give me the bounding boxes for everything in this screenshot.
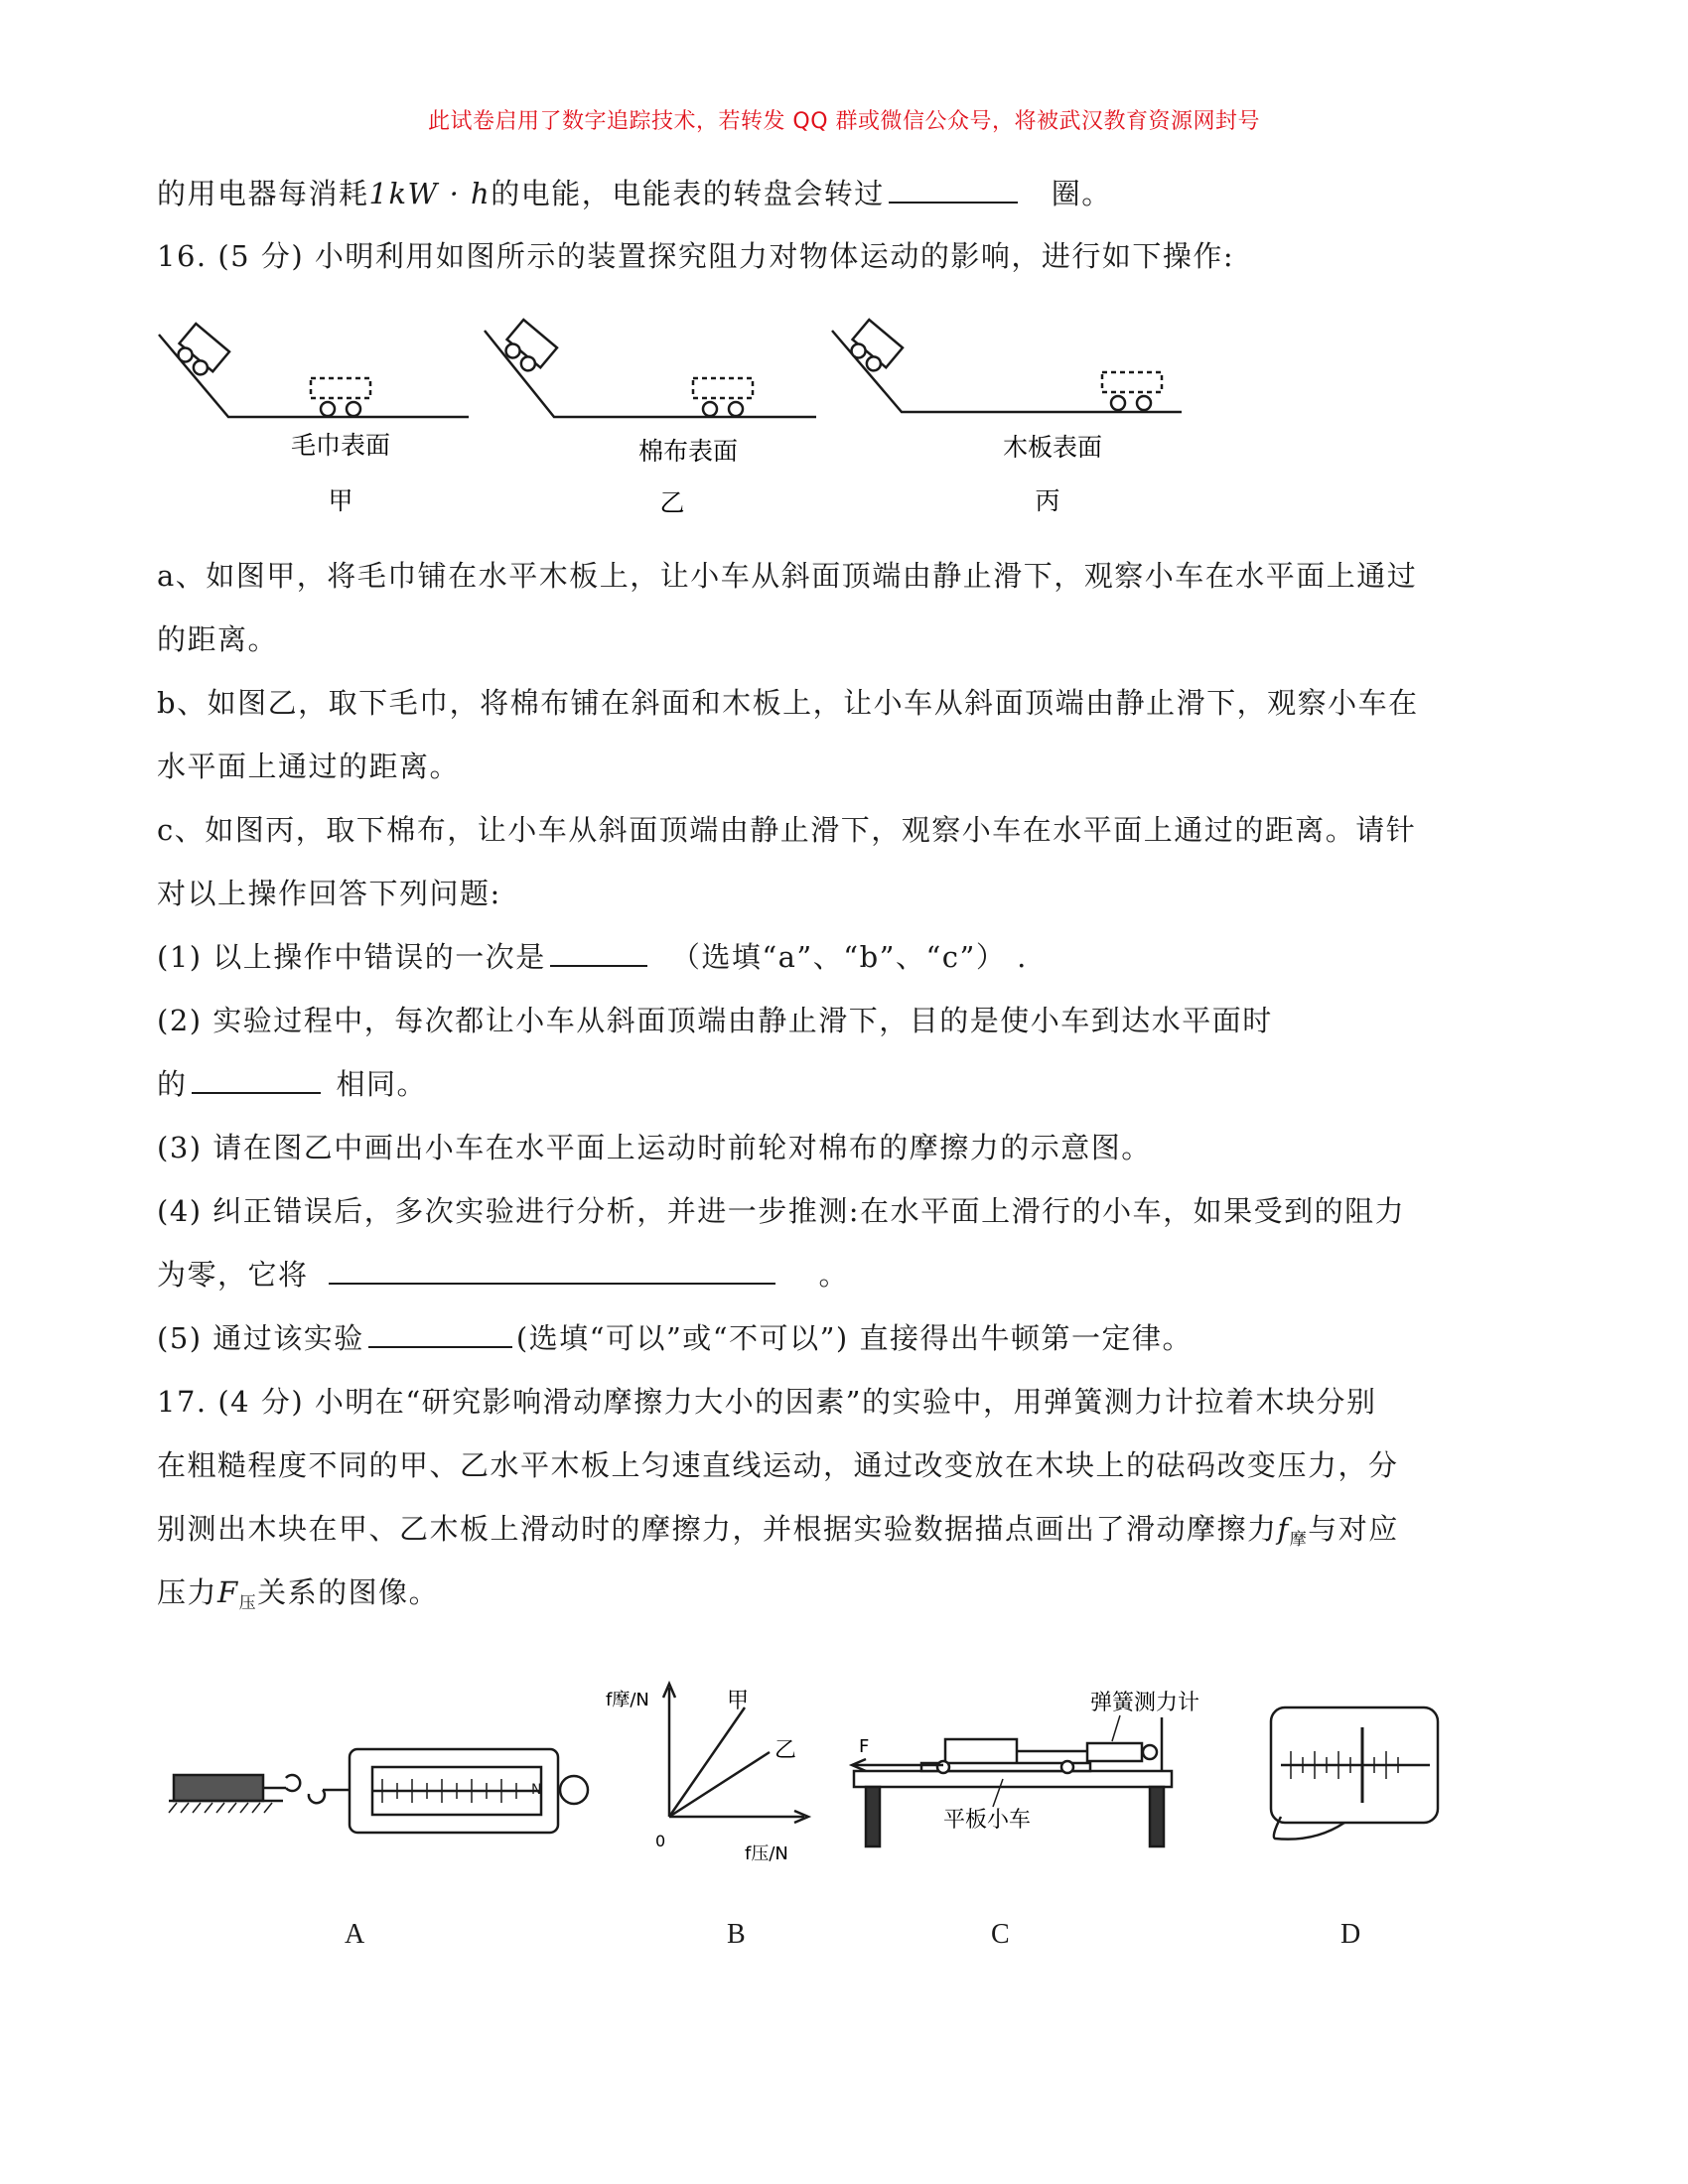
question-17-line4	[157, 1572, 439, 1623]
setup-jia	[159, 324, 469, 417]
step-c-line2: 对以上操作回答下列问题:	[157, 877, 501, 910]
text-segment: 别测出木块在甲、乙木板上滑动时的摩擦力，并根据实验数据描点画出了滑动摩擦力	[157, 1512, 1278, 1546]
scale-unit: N	[531, 1782, 542, 1798]
figure-label: 甲	[328, 486, 353, 515]
symbol-F: F	[217, 1575, 239, 1609]
label-cart: 平板小车	[943, 1808, 1032, 1833]
symbol-subscript: 摩	[1289, 1530, 1309, 1550]
line-label-jia: 甲	[727, 1689, 750, 1713]
question-17-line3	[157, 1509, 1399, 1560]
answer-blank[interactable]	[550, 939, 647, 967]
subquestion-4-line2	[157, 1255, 849, 1295]
setup-bing	[832, 320, 1182, 412]
text-segment: （选填“a”、“b”、“c”） .	[670, 940, 1028, 974]
graph-origin: 0	[655, 1832, 666, 1850]
text-segment: 。	[818, 1258, 850, 1292]
option-label-a: A	[345, 1919, 365, 1950]
figure-17-options	[159, 1668, 1470, 1886]
option-label-d: D	[1340, 1919, 1361, 1950]
figure-label: 丙	[1035, 486, 1060, 515]
text-segment: (选填“可以”或“不可以”) 直接得出牛顿第一定律。	[515, 1321, 1193, 1355]
answer-blank[interactable]	[368, 1320, 512, 1348]
graph-xlabel: f压/N	[745, 1843, 788, 1864]
text-segment: 圈。	[1051, 177, 1112, 210]
question-17-line2: 在粗糙程度不同的甲、乙水平木板上匀速直线运动，通过改变放在木块上的砝码改变压力，分	[157, 1448, 1399, 1482]
step-b-line2: 水平面上通过的距离。	[157, 750, 461, 783]
text-segment: (5) 通过该实验	[157, 1321, 364, 1355]
answer-blank[interactable]	[889, 176, 1018, 204]
subquestion-2-line2	[157, 1064, 427, 1104]
text-segment: 关系的图像。	[257, 1575, 440, 1609]
option-label-b: B	[727, 1919, 746, 1950]
answer-blank[interactable]	[192, 1066, 321, 1094]
option-a-diagram	[169, 1749, 588, 1833]
option-d-diagram	[1271, 1707, 1438, 1840]
text-segment: 的	[157, 1067, 188, 1101]
q15-tail-line	[157, 174, 1112, 213]
text-segment: 的电能，电能表的转盘会转过	[491, 177, 885, 210]
figure-label: 乙	[659, 488, 685, 517]
subquestion-3: (3) 请在图乙中画出小车在水平面上运动时前轮对棉布的摩擦力的示意图。	[157, 1131, 1152, 1164]
graph-ylabel: f摩/N	[606, 1690, 649, 1710]
surface-label: 木板表面	[1002, 433, 1103, 462]
text-segment: (1) 以上操作中错误的一次是	[157, 940, 546, 974]
watermark-text: 此试卷启用了数字追踪技术，若转发 QQ 群或微信公众号，将被武汉教育资源网封号	[427, 109, 1261, 134]
subquestion-1	[157, 937, 1028, 977]
text-segment: 压力	[157, 1575, 218, 1609]
subquestion-5	[157, 1318, 1193, 1358]
label-spring-scale: 弹簧测力计	[1090, 1691, 1200, 1715]
option-label-c: C	[991, 1919, 1010, 1950]
question-17-line1: 17. (4 分) 小明在“研究影响滑动摩擦力大小的因素”的实验中，用弹簧测力计拉着木块分别	[157, 1385, 1377, 1419]
symbol-f: f	[1277, 1512, 1290, 1546]
text-segment: 相同。	[336, 1067, 428, 1101]
answer-blank[interactable]	[329, 1257, 775, 1285]
figure-16-diagram	[149, 313, 1192, 526]
surface-label: 毛巾表面	[290, 431, 391, 460]
label-force: F	[859, 1736, 870, 1757]
step-c-line1: c、如图丙，取下棉布，让小车从斜面顶端由静止滑下，观察小车在水平面上通过的距离。请针	[157, 813, 1417, 847]
step-a-line2: 的距离。	[157, 622, 279, 656]
surface-label: 棉布表面	[637, 437, 739, 466]
step-a-line1: a、如图甲，将毛巾铺在水平木板上，让小车从斜面顶端由静止滑下，观察小车在水平面上通过	[157, 559, 1418, 593]
setup-yi	[485, 320, 816, 417]
subquestion-4-line1: (4) 纠正错误后，多次实验进行分析，并进一步推测:在水平面上滑行的小车，如果受到的阻力	[157, 1194, 1406, 1228]
text-segment: 为零，它将	[157, 1258, 309, 1292]
text-segment: 的用电器每消耗	[157, 177, 369, 210]
question-16-title: 16. (5 分) 小明利用如图所示的装置探究阻力对物体运动的影响，进行如下操作:	[157, 239, 1235, 273]
subquestion-2-line1: (2) 实验过程中，每次都让小车从斜面顶端由静止滑下，目的是使小车到达水平面时	[157, 1004, 1273, 1037]
symbol-subscript: 压	[238, 1593, 258, 1613]
line-label-yi: 乙	[774, 1738, 797, 1763]
unit-kwh: 1kW · h	[368, 177, 492, 210]
step-b-line1: b、如图乙，取下毛巾，将棉布铺在斜面和木板上，让小车从斜面顶端由静止滑下，观察小车在	[157, 686, 1419, 720]
text-segment: 与对应	[1308, 1512, 1399, 1546]
